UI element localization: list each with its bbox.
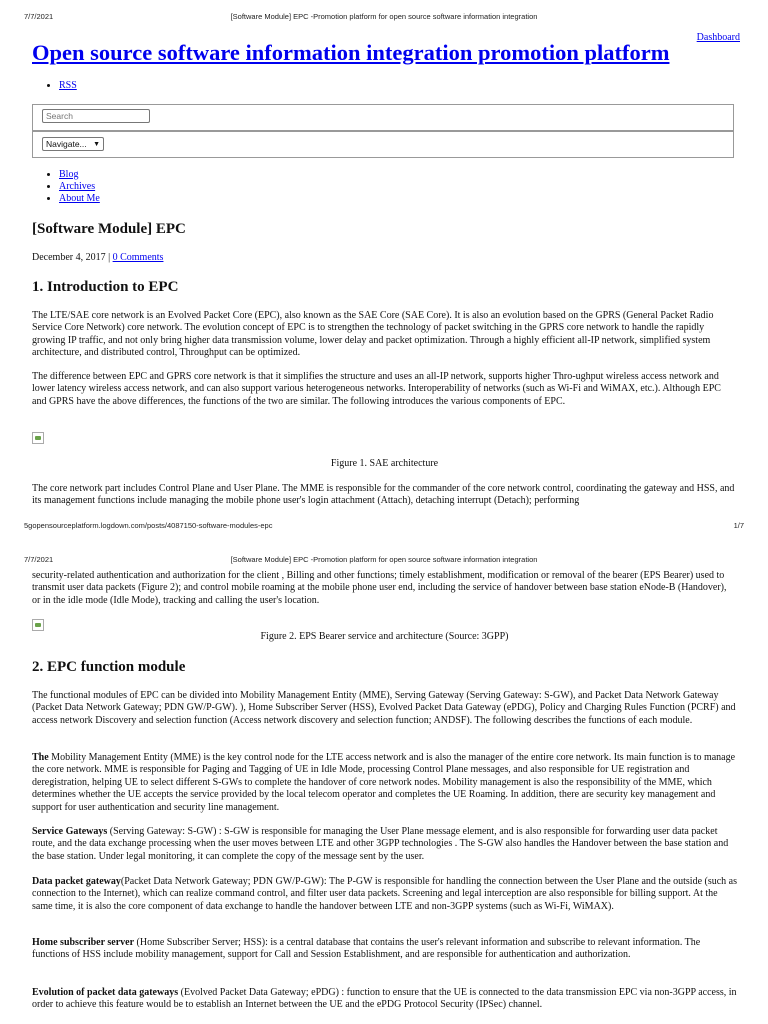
- chevron-down-icon: ▼: [93, 140, 100, 148]
- sgw-text: (Serving Gateway: S-GW) : S-GW is responsible for managing the User Plane message element, and is also responsible for forwarding user data packet route, and the data exchange processing when the user moves between LTE and other 3GPP technologies . The S-GW also handles the Handover between the base station and the base station. Under legal monitoring, it can complete the copy of the message sent by the user.: [32, 826, 729, 862]
- site-title-link[interactable]: Open source software information integration promotion platform: [32, 40, 670, 65]
- paragraph-core-network-cont: security-related authentication and authorization for the client , Billing and other functions; timely establishment, modification or removal of the bearer (EPS Bearer) used to transmit user data packets (Figure 2); and control mobile roaming at the mobile phone user end, including the service of handover between base station eNode-B (Handover), or in the idle mode (Idle Mode), tracking and calling the user's location.: [32, 570, 727, 606]
- nav-link-archives[interactable]: Archives: [59, 181, 96, 192]
- pgw-text: (Packet Data Network Gateway; PDN GW/P-GW): The P-GW is responsible for handling the connection between the User Plane and the outside (such as connection to the Internet), which can realize command control, and filter user data packets. Screening and legal interception are also responsible for billing support. At the same time, it is also the core component of data exchange to handle the handover between LTE and non-3GPP systems (such as Wi-Fi, WiMAX).: [32, 876, 738, 912]
- site-title: [32, 40, 737, 66]
- nav-item-archives: [59, 181, 737, 193]
- mme-text: Mobility Management Entity (MME) is the key control node for the LTE access network and is also the manager of the entire core network. Its main function is to manage the core network. MME is responsible for Paging and Tagging of UE in Idle Mode, processing Control Plane messages, and also responsible for UE registration and deregistration, helping UE to select different S-GWs to complete the handover of core network nodes. Mobility management is also the responsibility of the MME, which determines whether the UE accepts the service provided by the local telecom operator and completes the UE Roaming. In addition, there are security key management and support for user authentication and security line management.: [32, 752, 736, 813]
- paragraph-epdg: [32, 987, 737, 1012]
- print-header: [24, 12, 744, 21]
- paragraph-core-network: The core network part includes Control Plane and User Plane. The MME is responsible for the commander of the core network control, coordinating the gateway and HSS, and its management functions include managing the mobile phone user's login attachment (Attach), detaching interrupt (Detach); performing: [32, 483, 735, 507]
- post-meta: [32, 252, 737, 264]
- pgw-term: Data packet gateway: [32, 876, 121, 887]
- paragraph-sgw: [32, 826, 737, 863]
- paragraph-intro: The LTE/SAE core network is an Evolved Packet Core (EPC), also known as the SAE Core (SAE Core). It is also an evolution based on the GPRS (General Packet Radio Service Core Network) core network. The evolution concept of EPC is to strengthen the technology of packet switching in the GPRS core network to handle the rapidly growing IP traffic, and not only bring higher data transmission volume, lower delay and packet optimization. Through a highly efficient all-IP network, simplified system architecture, and distributed control, Throughput can be optimized.: [32, 310, 714, 359]
- rss-list: [32, 80, 737, 92]
- paragraph-pgw: [32, 876, 737, 913]
- section-1: [32, 278, 737, 296]
- epdg-text: (Evolved Packet Data Gateway; ePDG) : function to ensure that the UE is connected to the data transmission EPC via non-3GPP access, in order to achieve this feature would be to establish an Internet between the UE and the ePDG Protocol Security (IPSec) channel.: [32, 987, 737, 1011]
- sgw-term: Service Gateways: [32, 826, 108, 837]
- paragraph-difference: The difference between EPC and GPRS core network is that it simplifies the structure and uses an all-IP network, supports higher Thro-ughput wireless access network and lower latency wireless access network, and can also support various heterogeneous networks. Interoperability of networks (such as Wi-Fi and WiMAX, etc.). Although EPC and GPRS have the above differences, the functions of the two are similar. The following introduces the various components of EPC.: [32, 371, 721, 407]
- navigate-select[interactable]: [42, 137, 104, 151]
- nav-item-blog: [59, 169, 737, 181]
- broken-image-icon-2: [32, 619, 44, 631]
- nav-item-about-me: [59, 193, 737, 205]
- search-form: [32, 104, 734, 131]
- print-url: 5gopensourceplatform.logdown.com/posts/4087150-software-modules-epc: [24, 521, 273, 530]
- print-page-number: 1/7: [733, 521, 744, 530]
- site-header: [32, 40, 737, 66]
- section-2-heading: 2. EPC function module: [32, 659, 186, 675]
- print-doc-title-2: [Software Module] EPC -Promotion platform for open source software information integration: [230, 555, 538, 564]
- nav-link-blog[interactable]: Blog: [59, 169, 79, 180]
- comments-link[interactable]: 0 Comments: [112, 252, 164, 263]
- dashboard-link[interactable]: Dashboard: [696, 32, 740, 43]
- main-nav: [32, 169, 737, 205]
- hss-term: Home subscriber server: [32, 937, 135, 948]
- post-header: [32, 220, 737, 238]
- print-date-2: 7/7/2021: [24, 555, 54, 564]
- post-title: [Software Module] EPC: [32, 221, 186, 237]
- print-doc-title: [Software Module] EPC -Promotion platform for open source software information integration: [230, 12, 538, 21]
- post-date: December 4, 2017: [32, 252, 106, 263]
- paragraph-mme: [32, 752, 737, 814]
- figure-1-caption: Figure 1. SAE architecture: [330, 458, 439, 469]
- print-footer: [24, 521, 744, 530]
- print-header-page-2: [24, 555, 744, 564]
- mme-term: The: [32, 752, 49, 763]
- paragraph-function-modules: The functional modules of EPC can be divided into Mobility Management Entity (MME), Serving Gateway (Serving Gateway: S-GW), and Packet Data Network Gateway (Packet Data Network Gateway; PDN GW/P-GW). ), Home Subscriber Server (HSS), Evolved Packet Data Gateway (ePDG), Policy and Charging Rules Function (PCRF) and access network Discovery and selection function (Access network discovery and selection function; ANDSF). The following describes the functions of each module.: [32, 690, 736, 726]
- broken-image-icon: [32, 432, 44, 444]
- navigate-form: [32, 131, 734, 158]
- hss-text: (Home Subscriber Server; HSS): is a central database that contains the user's relevant information and subscribe to relevant information. The functions of HSS include mobility management, support for Call and Session Establishment, and are responsible for authentication and authorization.: [32, 937, 701, 961]
- print-date: 7/7/2021: [24, 12, 54, 21]
- section-1-heading: 1. Introduction to EPC: [32, 279, 179, 295]
- search-input[interactable]: [42, 109, 150, 123]
- rss-item: [59, 80, 737, 92]
- navigate-label: Navigate...: [46, 139, 87, 149]
- epdg-term: Evolution of packet data gateways: [32, 987, 179, 998]
- meta-separator: |: [108, 252, 111, 263]
- section-2: [32, 658, 737, 676]
- nav-link-about-me[interactable]: About Me: [59, 193, 100, 204]
- figure-2-caption: Figure 2. EPS Bearer service and architecture (Source: 3GPP): [260, 631, 509, 642]
- paragraph-hss: [32, 937, 737, 962]
- rss-link[interactable]: RSS: [59, 80, 77, 91]
